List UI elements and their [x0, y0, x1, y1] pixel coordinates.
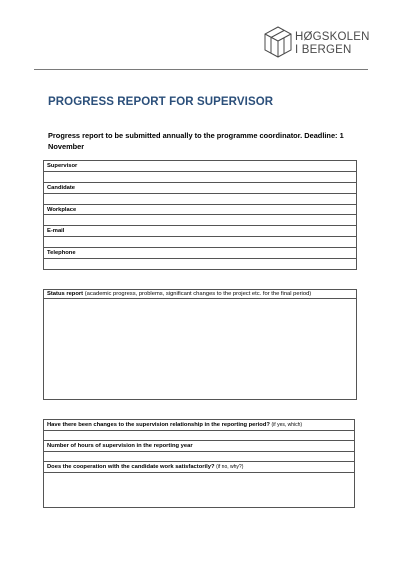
status-report-header	[44, 290, 357, 299]
candidate-label: Candidate	[44, 182, 357, 193]
supervision-changes-label	[44, 420, 355, 431]
cooperation-label	[44, 462, 355, 473]
supervision-changes-field[interactable]	[44, 430, 355, 441]
logo-line-2: I BERGEN	[295, 44, 352, 56]
supervision-changes-hint: (if yes, which)	[271, 421, 303, 428]
cooperation-question: Does the cooperation with the candidate work satisfactorily?	[47, 463, 215, 470]
status-report-table	[43, 289, 357, 400]
supervision-hours-label: Number of hours of supervision in the reporting year	[44, 441, 355, 452]
supervisor-label: Supervisor	[44, 161, 357, 172]
supervision-changes-question: Have there been changes to the supervision relationship in the reporting period?	[47, 421, 270, 428]
logo-text	[295, 31, 370, 57]
status-report-label: Status report	[47, 291, 84, 297]
telephone-label: Telephone	[44, 248, 357, 259]
intro-text: Progress report to be submitted annually to the programme coordinator. Deadline: 1 November	[48, 131, 344, 151]
status-report-hint: (academic progress, problems, significant changes to the project etc. for the final period)	[84, 291, 312, 297]
telephone-field[interactable]	[44, 259, 357, 270]
logo-cube-icon	[264, 26, 292, 58]
header-divider	[34, 69, 368, 70]
page-title: PROGRESS REPORT FOR SUPERVISOR	[48, 96, 274, 108]
supervision-hours-field[interactable]	[44, 451, 355, 462]
email-label: E-mail	[44, 226, 357, 237]
status-report-field[interactable]	[44, 299, 357, 400]
supervision-table	[43, 419, 355, 508]
candidate-field[interactable]	[44, 193, 357, 204]
contact-info-table	[43, 160, 357, 270]
cooperation-hint: (if no, why?)	[216, 463, 244, 470]
cooperation-field[interactable]	[44, 472, 355, 507]
logo-line-1: HØGSKOLEN	[295, 31, 370, 43]
hvl-logo	[264, 24, 374, 64]
workplace-label: Workplace	[44, 204, 357, 215]
workplace-field[interactable]	[44, 215, 357, 226]
email-field[interactable]	[44, 237, 357, 248]
supervisor-field[interactable]	[44, 171, 357, 182]
